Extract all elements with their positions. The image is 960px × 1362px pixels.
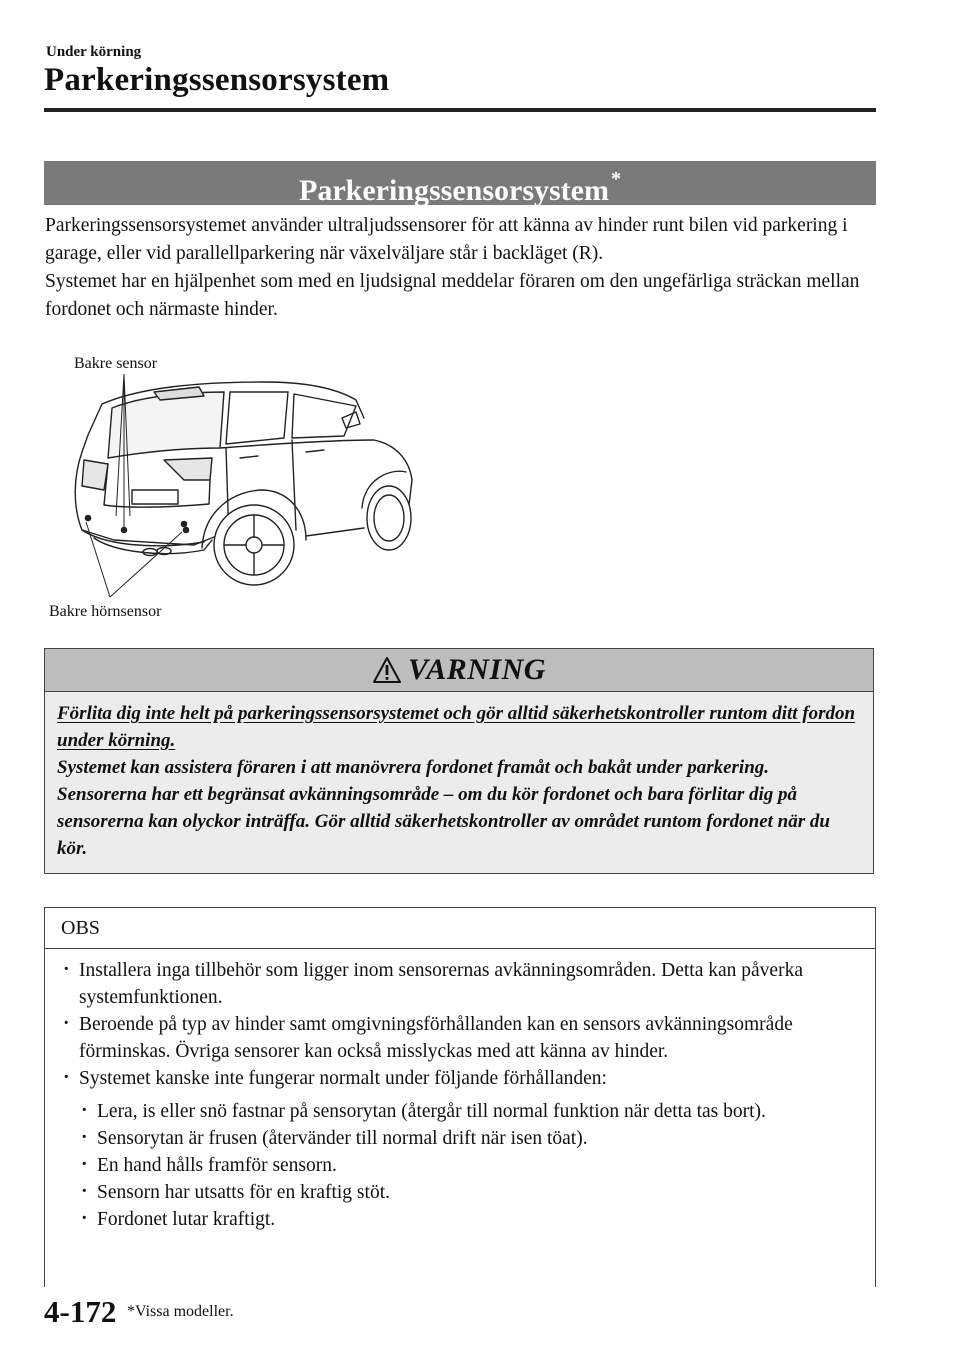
- warning-header: [45, 649, 873, 692]
- page-title: Parkeringssensorsystem: [44, 62, 390, 98]
- note-subitem: · Sensorytan är frusen (återvänder till normal drift när isen töat).: [77, 1125, 865, 1152]
- warning-box: [44, 648, 874, 874]
- note-title: OBS: [45, 908, 875, 949]
- note-subitem: · Lera, is eller snö fastnar på sensorytan (återgår till normal funktion när detta tas bort).: [77, 1098, 865, 1125]
- title-rule: [44, 108, 876, 112]
- section-banner: [44, 161, 876, 205]
- note-item: · Systemet kanske inte fungerar normalt under följande förhållanden:: [59, 1065, 865, 1092]
- section-label: Under körning: [46, 44, 142, 60]
- page-number: 4-172: [44, 1294, 117, 1329]
- note-box: [44, 907, 876, 1287]
- warning-text: Systemet kan assistera föraren i att manövrera fordonet framåt och bakåt under parkering. Sensorerna har ett begränsat avkänningsområde – om du kör fordonet och bara förlitar dig på sensorerna kan olyckor inträffa. Gör alltid säkerhetskontroller av området runtom fordonet när du kör.: [57, 757, 830, 859]
- warning-lead: Förlita dig inte helt på parkeringssensorsystemet och gör alltid säkerhetskontroller runtom ditt fordon under körning.: [57, 703, 856, 751]
- warning-body: [45, 692, 873, 862]
- warning-title: VARNING: [408, 653, 546, 686]
- intro-text: [45, 212, 880, 324]
- note-item: · Beroende på typ av hinder samt omgivningsförhållanden kan en sensors avkänningsområde förminskas. Övriga sensorer kan också misslyckas med att känna av hinder.: [59, 1011, 865, 1065]
- banner-title: Parkeringssensorsystem: [299, 174, 609, 207]
- note-subitem: · Fordonet lutar kraftigt.: [77, 1206, 865, 1233]
- note-body: [45, 949, 875, 1233]
- note-sublist: [77, 1098, 865, 1233]
- note-item: · Installera inga tillbehör som ligger inom sensorernas avkänningsområden. Detta kan påverka systemfunktionen.: [59, 957, 865, 1011]
- car-drawing: [44, 340, 444, 630]
- figure-label-rear-corner-sensor: Bakre hörnsensor: [49, 603, 162, 620]
- intro-paragraph-2: Systemet har en hjälpenhet som med en ljudsignal meddelar föraren om den ungefärliga sträckan mellan fordonet och närmaste hinder.: [45, 271, 860, 320]
- warning-triangle-icon: [372, 656, 402, 684]
- figure-label-rear-sensor: Bakre sensor: [74, 355, 158, 372]
- banner-asterisk: *: [610, 168, 621, 190]
- note-subitem: · En hand hålls framför sensorn.: [77, 1152, 865, 1179]
- car-illustration: [44, 340, 444, 630]
- footnote: *Vissa modeller.: [127, 1303, 234, 1320]
- note-subitem: · Sensorn har utsatts för en kraftig stöt.: [77, 1179, 865, 1206]
- intro-paragraph-1: Parkeringssensorsystemet använder ultraljudssensorer för att känna av hinder runt bilen vid parkering i garage, eller vid parallellparkering när växelväljare står i backläget (R).: [45, 215, 848, 264]
